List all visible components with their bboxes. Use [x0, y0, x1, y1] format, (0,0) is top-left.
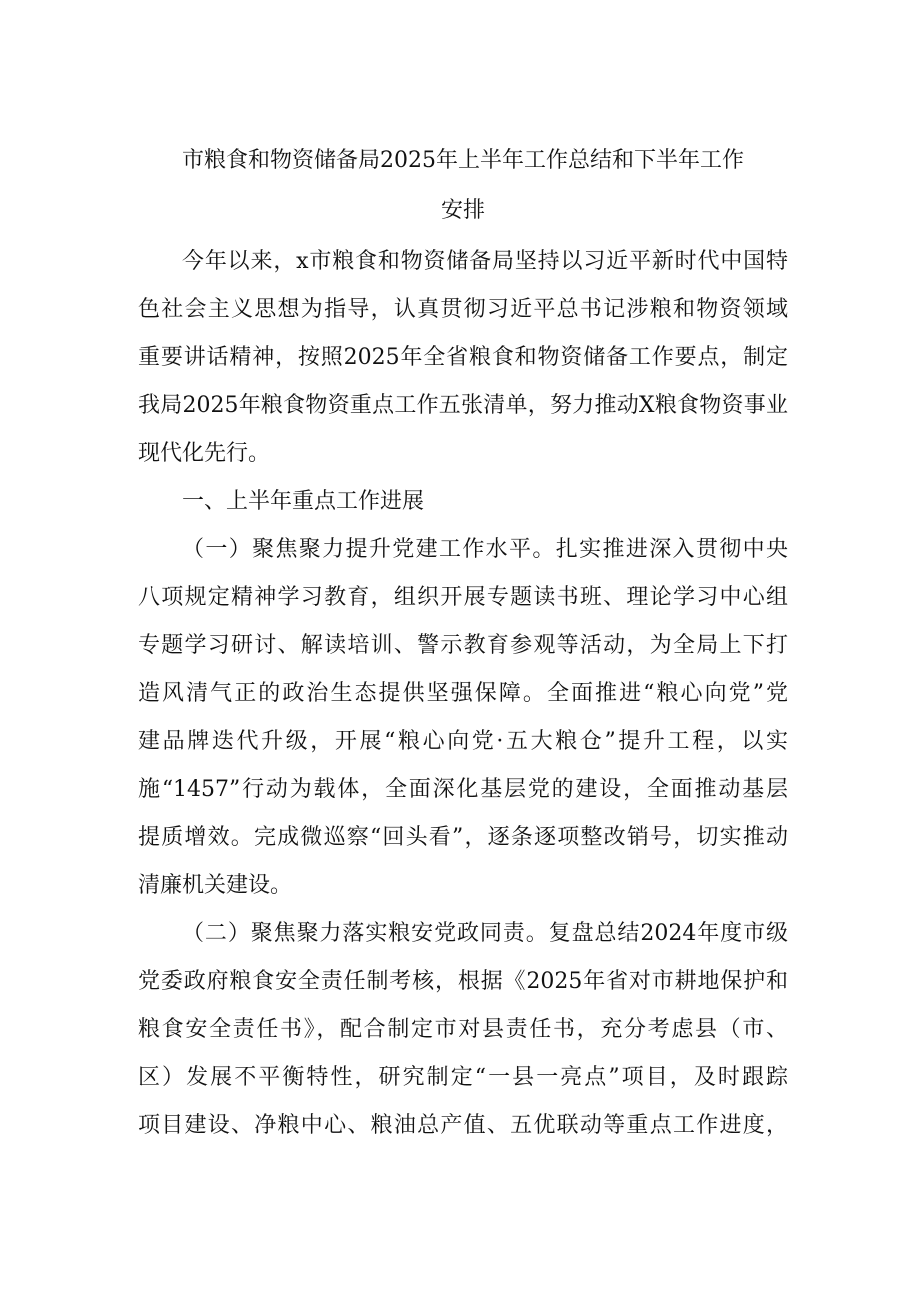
paragraph-line: 建品牌迭代升级，开展“粮心向党·五大粮仓”提升工程，以实 [138, 729, 788, 754]
paragraph-line: 今年以来，x市粮食和物资储备局坚持以习近平新时代中国特 [182, 249, 788, 274]
paragraph-line: 提质增效。完成微巡察“回头看”，逐条逐项整改销号，切实推动 [138, 825, 788, 850]
paragraph-line: 党委政府粮食安全责任制考核，根据《2025年省对市耕地保护和 [138, 969, 788, 994]
intro-paragraph [138, 238, 788, 478]
document-title-line-2: 安排 [440, 198, 485, 223]
section-heading-text: 一、上半年重点工作进展 [182, 489, 425, 514]
paragraph-line: （一）聚焦聚力提升党建工作水平。扎实推进深入贯彻中央 [182, 537, 788, 562]
paragraph-line: 施“1457”行动为载体，全面深化基层党的建设，全面推动基层 [138, 777, 788, 802]
paragraph-line: 色社会主义思想为指导，认真贯彻习近平总书记涉粮和物资领域 [138, 297, 788, 322]
paragraph-line: 专题学习研讨、解读培训、警示教育参观等活动，为全局上下打 [138, 633, 788, 658]
section-heading [138, 478, 788, 526]
paragraph-line: （二）聚焦聚力落实粮安党政同责。复盘总结2024年度市级 [182, 921, 788, 946]
paragraph-line: 造风清气正的政治生态提供坚强保障。全面推进“粮心向党”党 [138, 681, 788, 706]
paragraph-line: 现代化先行。 [138, 441, 271, 466]
paragraph-line: 区）发展不平衡特性，研究制定“一县一亮点”项目，及时跟踪 [138, 1065, 788, 1090]
party-building-paragraph [138, 526, 788, 910]
paragraph-line: 项目建设、净粮中心、粮油总产值、五优联动等重点工作进度， [138, 1113, 788, 1138]
paragraph-line: 八项规定精神学习教育，组织开展专题读书班、理论学习中心组 [138, 585, 788, 610]
paragraph-line: 清廉机关建设。 [138, 873, 293, 898]
grain-security-paragraph [138, 910, 788, 1150]
paragraph-line: 我局2025年粮食物资重点工作五张清单，努力推动X粮食物资事业 [138, 393, 788, 418]
paragraph-line: 重要讲话精神，按照2025年全省粮食和物资储备工作要点，制定 [138, 345, 788, 370]
paragraph-line: 粮食安全责任书》，配合制定市对县责任书，充分考虑县（市、 [138, 1017, 788, 1042]
document-title-line-1: 市粮食和物资储备局2025年上半年工作总结和下半年工作 [182, 148, 744, 173]
